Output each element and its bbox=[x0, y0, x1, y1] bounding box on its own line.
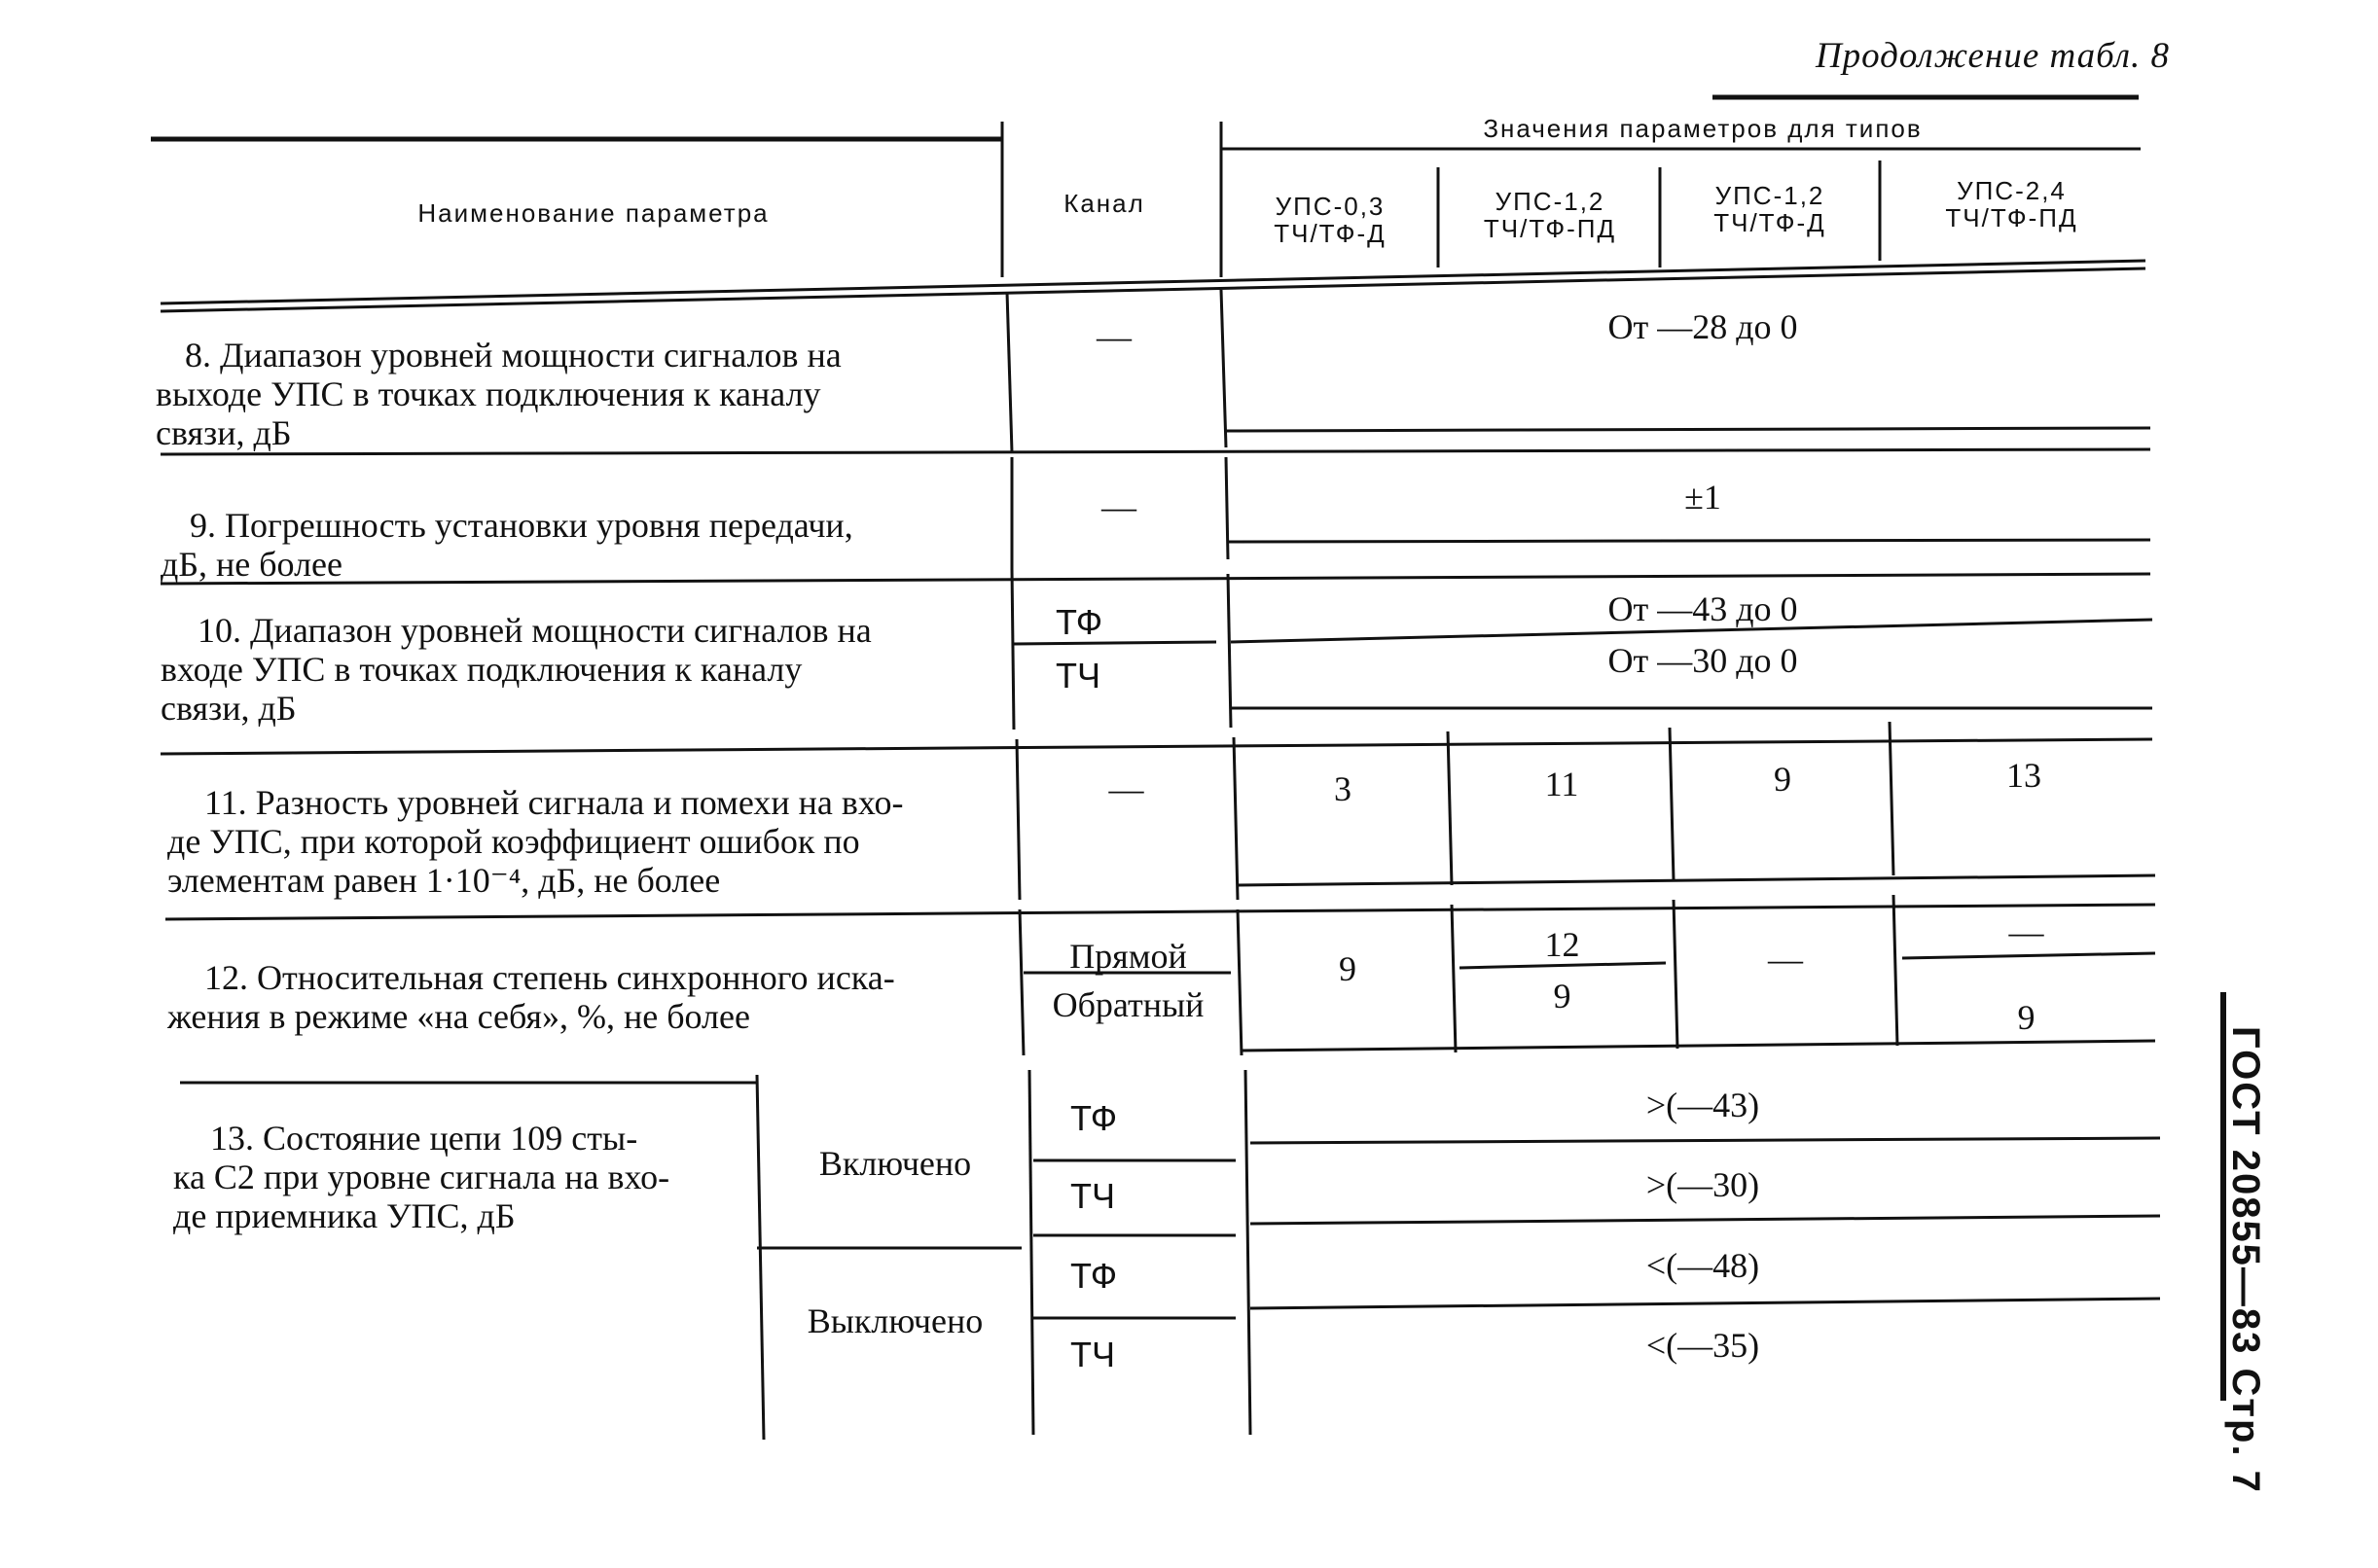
header-double-rule-b bbox=[161, 268, 2145, 311]
r10-bottom-rule bbox=[161, 739, 2152, 754]
r11-vline-4 bbox=[1670, 728, 1674, 880]
table-continuation-title: Продолжение табл. 8 bbox=[1815, 36, 2170, 76]
type-3: УПС-1,2 ТЧ/ТФ-Д bbox=[1713, 181, 1826, 237]
header-param-name: Наименование параметра bbox=[417, 198, 770, 228]
r13-val-rule-2 bbox=[1250, 1216, 2160, 1224]
row-12-value-1: 9 bbox=[1339, 949, 1356, 988]
r12-vline-3 bbox=[1452, 905, 1456, 1052]
row-8-value: От —28 до 0 bbox=[1607, 307, 1798, 346]
side-page-label: ГОСТ 20855—83 Стр. 7 bbox=[2224, 1026, 2267, 1494]
r10-vline-1 bbox=[1012, 569, 1014, 730]
row-8-name: 8. Диапазон уровней мощности сигналов на выходе УПС в точках подключения к каналу связи, дБ bbox=[156, 336, 842, 452]
r11-bottom-rule bbox=[165, 905, 2155, 919]
row-9-channel: — bbox=[1101, 487, 1136, 526]
row-12-value-4b: 9 bbox=[2017, 998, 2036, 1037]
r12-value-rule bbox=[1242, 1041, 2155, 1051]
row-13-state-on: Включено bbox=[818, 1144, 972, 1183]
r12-vline-1 bbox=[1020, 909, 1024, 1055]
r11-value-rule bbox=[1238, 875, 2155, 885]
row-10-value-b: От —30 до 0 bbox=[1607, 641, 1798, 680]
row-11-value-2: 11 bbox=[1544, 765, 1579, 803]
row-8-channel: — bbox=[1097, 317, 1132, 356]
row-13-on-value-b: >(—30) bbox=[1645, 1165, 1760, 1204]
row-13-off-channel-b: ТЧ bbox=[1070, 1335, 1115, 1374]
row-13-name: 13. Состояние цепи 109 сты- ка С2 при уровне сигнала на вхо- де приемника УПС, дБ bbox=[173, 1119, 670, 1235]
header-values-for-types: Значения параметров для типов bbox=[1483, 114, 1923, 143]
r12-vline-5 bbox=[1893, 895, 1897, 1046]
r12-vline-2 bbox=[1238, 909, 1242, 1055]
row-12-channel-a: Прямой bbox=[1069, 937, 1187, 976]
row-12-channel-b: Обратный bbox=[1052, 985, 1205, 1024]
r9-value-rule bbox=[1228, 540, 2150, 542]
row-12-name: 12. Относительная степень синхронного иска- жения в режиме «на себя», %, не более bbox=[167, 958, 895, 1036]
row-13-state-off: Выключено bbox=[807, 1301, 984, 1340]
r13-val-rule-1 bbox=[1250, 1138, 2160, 1143]
row-11-value-4: 13 bbox=[2006, 756, 2041, 795]
r8-vline-2 bbox=[1221, 290, 1226, 447]
r10-channel-rule bbox=[1014, 642, 1216, 644]
row-13-on-channel-b: ТЧ bbox=[1070, 1176, 1115, 1216]
row-10-value-a: От —43 до 0 bbox=[1607, 589, 1798, 628]
r12-vline-4 bbox=[1674, 900, 1677, 1049]
row-13-off-channel-a: ТФ bbox=[1070, 1256, 1118, 1296]
header-double-rule-a bbox=[161, 261, 2145, 303]
row-9-name: 9. Погрешность установки уровня передачи, дБ, не более bbox=[161, 506, 853, 584]
r8-value-rule bbox=[1226, 428, 2150, 431]
row-11-value-1: 3 bbox=[1334, 769, 1351, 808]
row-12-value-3: — bbox=[1768, 940, 1803, 979]
r11-vline-1 bbox=[1017, 739, 1020, 900]
header-channel: Канал bbox=[1063, 189, 1145, 218]
row-10-name: 10. Диапазон уровней мощности сигналов на входе УПС в точках подключения к каналу связи, дБ bbox=[161, 611, 872, 728]
r11-vline-2 bbox=[1234, 737, 1238, 900]
r9-vline-2 bbox=[1226, 457, 1228, 559]
r13-vline-state bbox=[757, 1075, 764, 1440]
r11-vline-5 bbox=[1890, 722, 1893, 875]
r13-val-rule-3 bbox=[1250, 1299, 2160, 1308]
row-9-value: ±1 bbox=[1684, 478, 1721, 517]
r10-vline-2 bbox=[1228, 574, 1231, 728]
row-11-value-3: 9 bbox=[1774, 760, 1791, 799]
row-12-value-2a: 12 bbox=[1544, 925, 1580, 964]
row-11-name: 11. Разность уровней сигнала и помехи на вхо- де УПС, при которой коэффициент ошибок по элементам равен 1·10⁻⁴, дБ, не более bbox=[167, 783, 904, 900]
row-11-channel: — bbox=[1108, 769, 1144, 808]
row-10-channel-a: ТФ bbox=[1056, 602, 1103, 642]
r12-v4-rule bbox=[1902, 953, 2155, 958]
row-13-off-value-b: <(—35) bbox=[1645, 1326, 1760, 1365]
row-10-channel-b: ТЧ bbox=[1056, 656, 1100, 695]
r11-vline-3 bbox=[1448, 731, 1452, 885]
type-2: УПС-1,2 ТЧ/ТФ-ПД bbox=[1483, 187, 1617, 243]
row-12-value-2b: 9 bbox=[1553, 977, 1571, 1016]
type-4: УПС-2,4 ТЧ/ТФ-ПД bbox=[1945, 176, 2078, 232]
row-13-on-channel-a: ТФ bbox=[1070, 1098, 1118, 1138]
r13-vline-channel bbox=[1029, 1070, 1033, 1435]
row-13-on-value-a: >(—43) bbox=[1645, 1086, 1760, 1124]
row-13-off-value-a: <(—48) bbox=[1645, 1246, 1760, 1285]
row-12-value-4a: — bbox=[2008, 912, 2044, 951]
type-1: УПС-0,3 ТЧ/ТФ-Д bbox=[1274, 192, 1387, 248]
r13-vline-values bbox=[1245, 1070, 1250, 1435]
